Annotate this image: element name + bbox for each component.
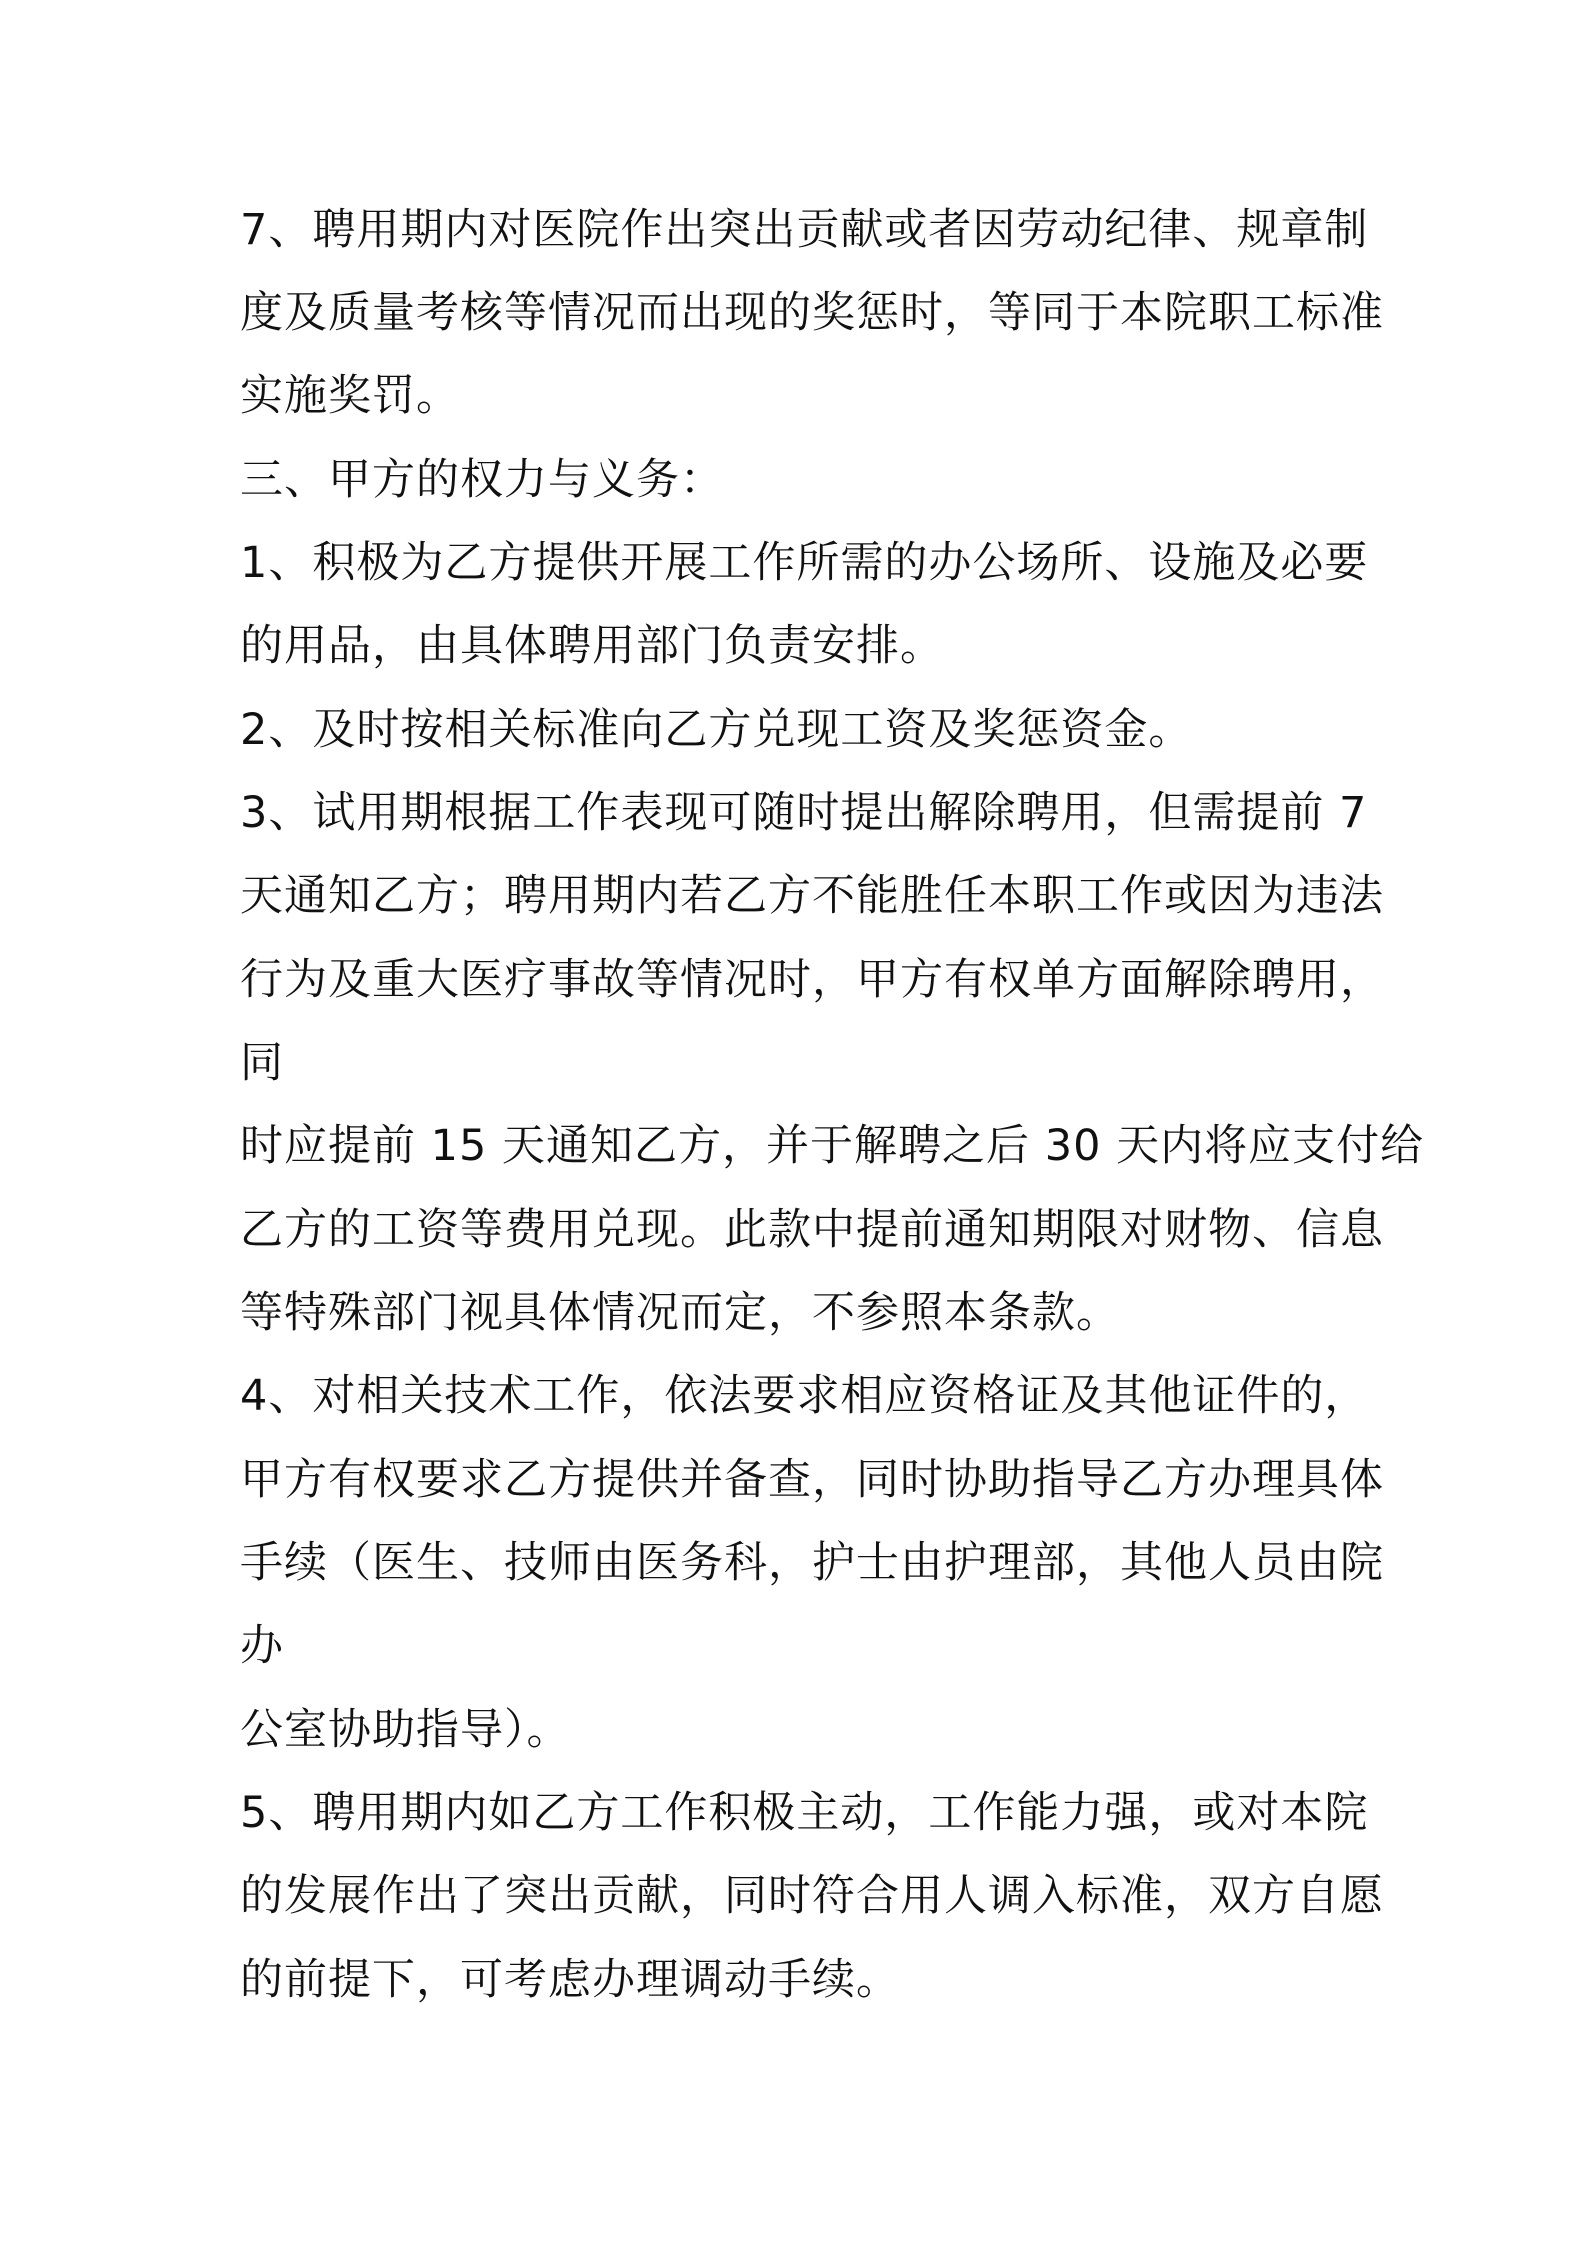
text-line: 办 <box>240 1621 284 1671</box>
text-line: 时应提前 15 天通知乙方，并于解聘之后 30 天内将应支付给 <box>240 1121 1425 1171</box>
text-line: 的用品，由具体聘用部门负责安排。 <box>240 621 944 671</box>
text-line: 的前提下，可考虑办理调动手续。 <box>240 1955 900 2005</box>
text-line: 1、积极为乙方提供开展工作所需的办公场所、设施及必要 <box>240 538 1369 588</box>
text-line: 3、试用期根据工作表现可随时提出解除聘用，但需提前 7 <box>240 788 1368 838</box>
text-line: 行为及重大医疗事故等情况时，甲方有权单方面解除聘用， <box>240 955 1384 1005</box>
text-line: 2、及时按相关标准向乙方兑现工资及奖惩资金。 <box>240 705 1193 755</box>
text-line: 等特殊部门视具体情况而定，不参照本条款。 <box>240 1288 1120 1338</box>
text-line: 的发展作出了突出贡献，同时符合用人调入标准，双方自愿 <box>240 1871 1384 1921</box>
text-line: 甲方有权要求乙方提供并备查，同时协助指导乙方办理具体 <box>240 1455 1384 1505</box>
text-line: 度及质量考核等情况而出现的奖惩时，等同于本院职工标准 <box>240 288 1384 338</box>
text-line: 手续（医生、技师由医务科，护士由护理部，其他人员由院 <box>240 1538 1384 1588</box>
text-line: 同 <box>240 1038 284 1088</box>
text-line: 乙方的工资等费用兑现。此款中提前通知期限对财物、信息 <box>240 1205 1384 1255</box>
text-line: 实施奖罚。 <box>240 371 460 421</box>
text-line: 天通知乙方；聘用期内若乙方不能胜任本职工作或因为违法 <box>240 871 1384 921</box>
text-line: 4、对相关技术工作，依法要求相应资格证及其他证件的， <box>240 1371 1369 1421</box>
text-line: 公室协助指导）。 <box>240 1705 571 1755</box>
text-line: 7、聘用期内对医院作出突出贡献或者因劳动纪律、规章制 <box>240 205 1369 255</box>
section-heading: 三、甲方的权力与义务： <box>240 455 724 505</box>
text-line: 5、聘用期内如乙方工作积极主动，工作能力强，或对本院 <box>240 1788 1369 1838</box>
